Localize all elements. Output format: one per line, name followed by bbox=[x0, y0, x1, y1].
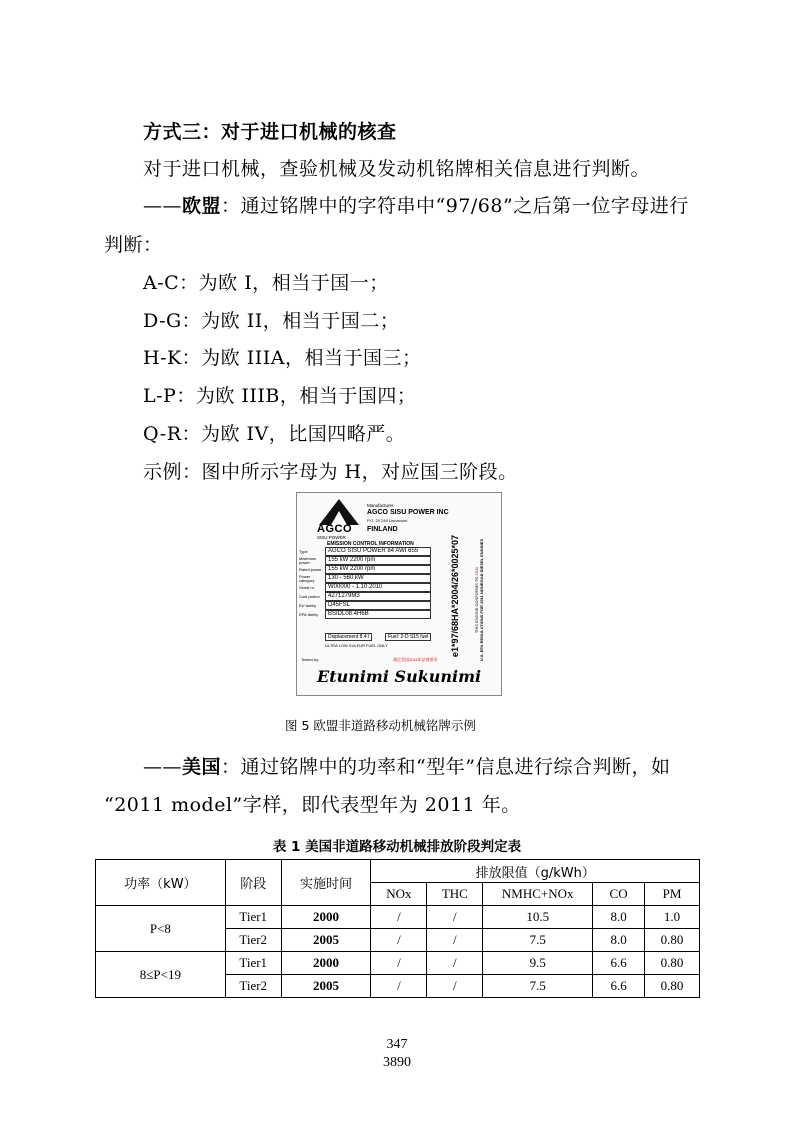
nameplate-row bbox=[299, 592, 449, 601]
nameplate-brand-sub: SISU POWER bbox=[317, 535, 346, 540]
em-dash: —— bbox=[143, 195, 182, 217]
header-nox: NOx bbox=[371, 883, 427, 906]
cell-power: 8≤P<19 bbox=[96, 952, 226, 998]
header-thc: THC bbox=[427, 883, 483, 906]
cell-pm: 0.80 bbox=[645, 952, 700, 975]
header-stage: 阶段 bbox=[225, 860, 281, 906]
nameplate-manufacturer: AGCO SISU POWER INC bbox=[367, 509, 449, 516]
intro-paragraph: 对于进口机械，查验机械及发动机铭牌相关信息进行判断。 bbox=[143, 158, 651, 180]
nameplate-red-note: 满足美国2011年法规要求 bbox=[393, 657, 438, 662]
row-value: 155 kW 2200 rpm bbox=[325, 556, 431, 565]
section-heading: 方式三：对于进口机械的核查 bbox=[143, 121, 397, 143]
cell-stage: Tier1 bbox=[225, 952, 281, 975]
nameplate-row bbox=[299, 601, 449, 610]
header-nmhc: NMHC+NOx bbox=[483, 883, 593, 906]
cell-co: 6.6 bbox=[593, 952, 645, 975]
table-row bbox=[96, 952, 700, 975]
side-text-2: U.S. EPA REGULATIONS FOR 2011 NONROAD DIESEL ENGINES bbox=[479, 538, 484, 662]
cell-nmhc: 9.5 bbox=[483, 952, 593, 975]
nameplate-fuel: Fuel: 2-D S15 fuel bbox=[385, 633, 431, 641]
row-value: AGCO SISU POWER 84 AWI 655 bbox=[325, 547, 431, 556]
cell-nox: / bbox=[371, 906, 427, 929]
agco-logo-icon bbox=[319, 499, 359, 525]
figure-caption: 图 5 欧盟非道路移动机械铭牌示例 bbox=[285, 718, 476, 733]
cell-nmhc: 10.5 bbox=[483, 906, 593, 929]
eu-paragraph-line1 bbox=[143, 191, 689, 218]
cell-nox: / bbox=[371, 929, 427, 952]
eu-rule-lp: L-P：为欧 IIIB，相当于国四； bbox=[143, 385, 417, 407]
row-value: 130 - 560 kW bbox=[325, 574, 431, 583]
table-row bbox=[96, 906, 700, 929]
cell-thc: / bbox=[427, 952, 483, 975]
eu-label: 欧盟 bbox=[182, 195, 222, 217]
cell-co: 6.6 bbox=[593, 975, 645, 998]
cell-thc: / bbox=[427, 975, 483, 998]
cell-year: 2005 bbox=[281, 975, 371, 998]
nameplate-signature: Etunimi Sukunimi bbox=[317, 667, 482, 686]
cell-stage: Tier2 bbox=[225, 975, 281, 998]
us-label: 美国 bbox=[182, 756, 222, 778]
cell-pm: 1.0 bbox=[645, 906, 700, 929]
cell-nox: / bbox=[371, 975, 427, 998]
nameplate-rows bbox=[299, 547, 449, 619]
page-number-total: 3890 bbox=[383, 1055, 411, 1070]
nameplate-section-title: EMISSION CONTROL INFORMATION bbox=[327, 541, 414, 547]
us-paragraph-line2: “2011 model”字样，即代表型年为 2011 年。 bbox=[104, 794, 521, 816]
nameplate-row bbox=[299, 556, 449, 565]
nameplate-row bbox=[299, 610, 449, 619]
page-number: 347 bbox=[386, 1037, 408, 1052]
eu-paragraph-line2: 判断： bbox=[104, 234, 163, 256]
header-power: 功率（kW） bbox=[96, 860, 226, 906]
cell-nmhc: 7.5 bbox=[483, 929, 593, 952]
header-year: 实施时间 bbox=[281, 860, 371, 906]
eu-text: ：通过铭牌中的字符串中“97/68”之后第一位字母进行 bbox=[221, 195, 689, 217]
eu-rule-ac: A-C：为欧 I，相当于国一； bbox=[143, 272, 389, 294]
row-value: 155 kW 2200 rpm bbox=[325, 565, 431, 574]
cell-nmhc: 7.5 bbox=[483, 975, 593, 998]
nameplate-row bbox=[299, 565, 449, 574]
table-caption: 表 1 美国非道路移动机械排放阶段判定表 bbox=[272, 839, 522, 855]
cell-co: 8.0 bbox=[593, 929, 645, 952]
side-text-red: 2011 bbox=[474, 566, 479, 576]
cell-year: 2005 bbox=[281, 929, 371, 952]
row-key: Type bbox=[299, 548, 308, 554]
nameplate-image bbox=[296, 492, 502, 696]
row-key: EU family bbox=[299, 602, 317, 608]
nameplate-brand: AGCO bbox=[317, 523, 352, 535]
row-value: BSIDL08.4H6B bbox=[325, 610, 431, 619]
nameplate-approval-number: e1*97/68HA*2004/26*0025*07 bbox=[450, 534, 460, 658]
cell-thc: / bbox=[427, 906, 483, 929]
us-paragraph-line1 bbox=[143, 752, 670, 779]
row-key: Maximum power bbox=[299, 555, 317, 565]
cell-year: 2000 bbox=[281, 952, 371, 975]
nameplate-displacement: Displacement 8.4 l bbox=[325, 633, 372, 641]
cell-thc: / bbox=[427, 929, 483, 952]
cell-power: P<8 bbox=[96, 906, 226, 952]
header-co: CO bbox=[593, 883, 645, 906]
cell-stage: Tier1 bbox=[225, 906, 281, 929]
eu-rule-dg: D-G：为欧 II，相当于国二； bbox=[143, 310, 400, 332]
us-text: ：通过铭牌中的功率和“型年”信息进行综合判断，如 bbox=[221, 756, 671, 778]
row-key: EPA family bbox=[299, 611, 319, 617]
nameplate-address: P.O. 20 249 Linnavuori bbox=[367, 518, 408, 523]
nameplate-row bbox=[299, 583, 449, 592]
eu-rule-qr: Q-R：为欧 IV，比国四略严。 bbox=[143, 423, 406, 445]
nameplate-tested-by: Tested by: bbox=[301, 657, 320, 662]
cell-year: 2000 bbox=[281, 906, 371, 929]
row-value: 4271279M3 bbox=[325, 592, 431, 601]
row-key: Cust partno bbox=[299, 593, 320, 599]
cell-pm: 0.80 bbox=[645, 929, 700, 952]
nameplate-manufacturer-title: Manufacturer bbox=[367, 503, 394, 508]
nameplate-side-text bbox=[474, 525, 484, 675]
row-value: W00000 - 1.10.2010 bbox=[325, 583, 431, 592]
eu-rule-hk: H-K：为欧 IIIA，相当于国三； bbox=[143, 347, 422, 369]
header-pm: PM bbox=[645, 883, 700, 906]
eu-example: 示例：图中所示字母为 H，对应国三阶段。 bbox=[143, 461, 518, 483]
nameplate-row bbox=[299, 547, 449, 556]
row-key: Power category bbox=[299, 573, 315, 583]
em-dash: —— bbox=[143, 756, 182, 778]
side-text-1: THIS ENGINE CONFORMS TO bbox=[474, 576, 479, 634]
row-key: Rated power bbox=[299, 566, 322, 572]
cell-nox: / bbox=[371, 952, 427, 975]
header-limits: 排放限值（g/kWh） bbox=[371, 860, 700, 883]
nameplate-row bbox=[299, 574, 449, 583]
row-value: D45FSL bbox=[325, 601, 431, 610]
cell-stage: Tier2 bbox=[225, 929, 281, 952]
nameplate-ulsd: ULTRA LOW SULFUR FUEL ONLY bbox=[325, 643, 388, 648]
cell-pm: 0.80 bbox=[645, 975, 700, 998]
row-key: Serial nr bbox=[299, 584, 314, 590]
emission-stage-table bbox=[95, 859, 700, 998]
cell-co: 8.0 bbox=[593, 906, 645, 929]
nameplate-country: FINLAND bbox=[367, 526, 398, 533]
